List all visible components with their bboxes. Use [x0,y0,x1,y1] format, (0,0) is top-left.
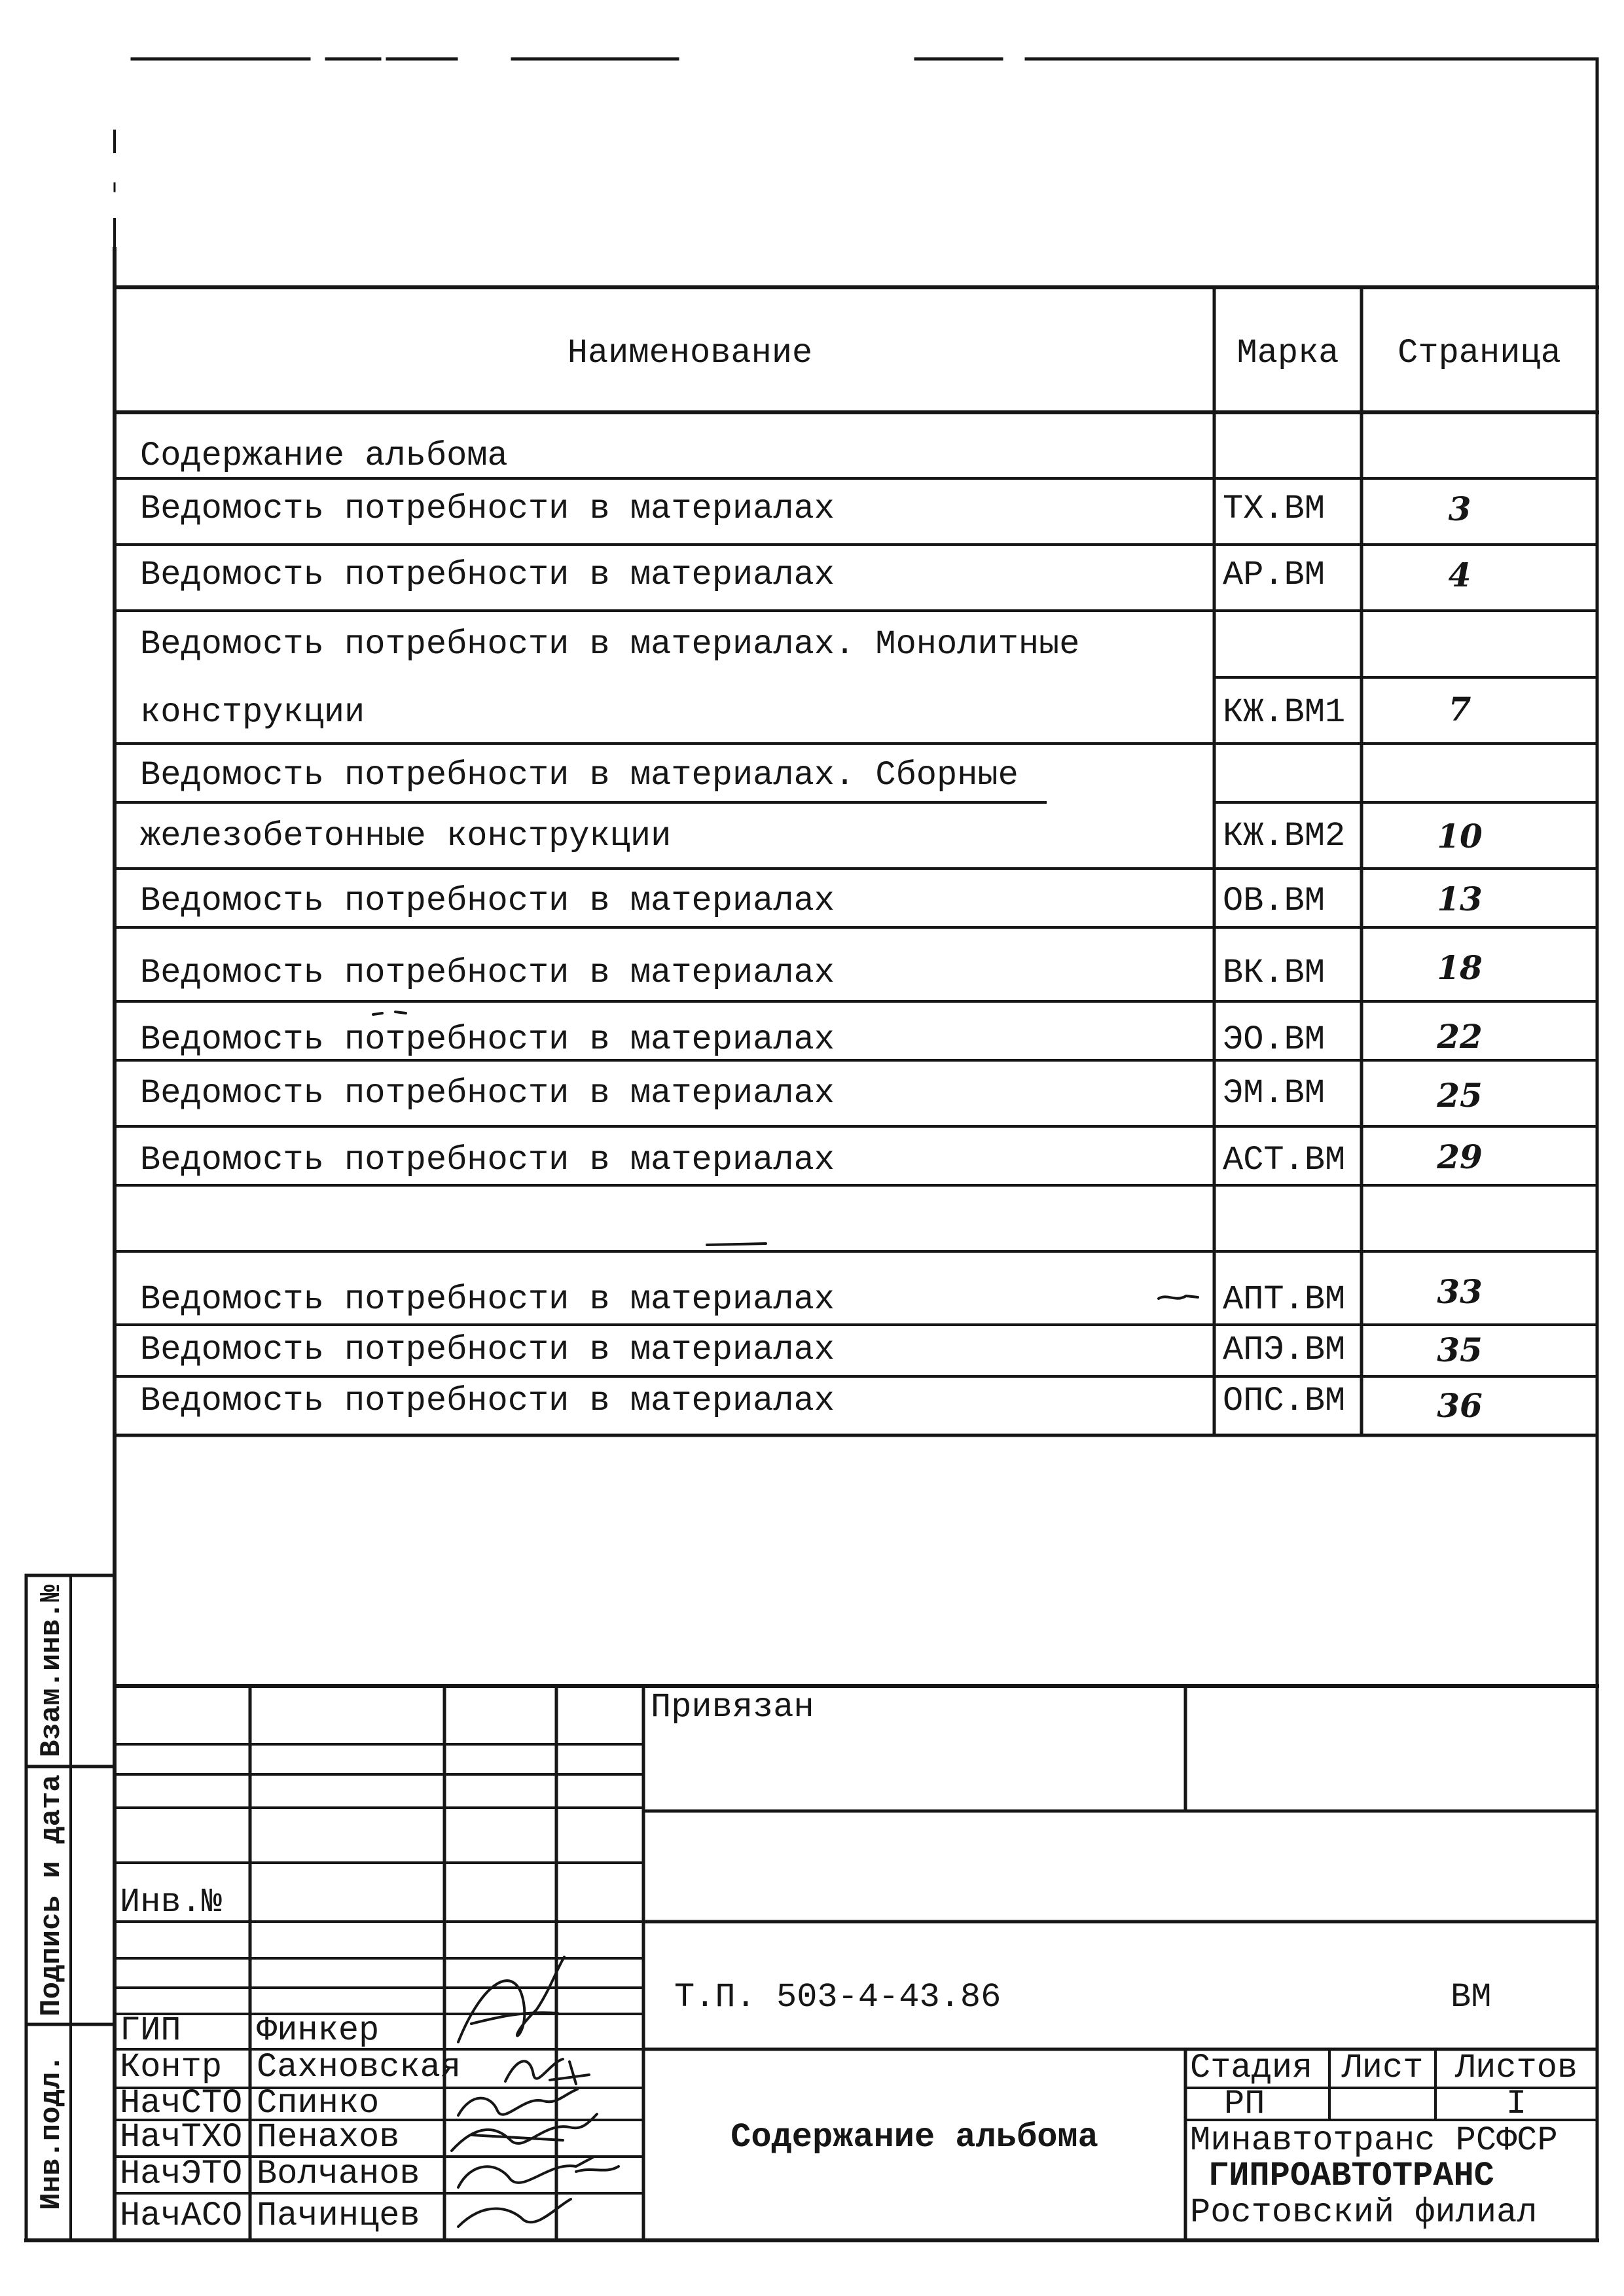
row-0-name: Содержание альбома [140,437,508,475]
organization-ministry: Минавтотранс РСФСР [1190,2121,1558,2160]
pen-mark-arrow [1159,1296,1198,1299]
stage-label: Стадия [1190,2049,1313,2087]
row-3-name: Ведомость потребности в материалах. Монолитные [140,625,1080,664]
row-10-page: 33 [1437,1272,1483,1311]
row-7-page: 22 [1437,1017,1483,1056]
row-5-name: Ведомость потребности в материалах [140,882,835,920]
signatory-name: Пачинцев [257,2197,420,2235]
signatory-name: Волчанов [257,2155,420,2193]
row-11-mark: АПЭ.ВМ [1223,1331,1346,1369]
row-10-name: Ведомость потребности в материалах [140,1280,835,1319]
row-2-name: Ведомость потребности в материалах [140,556,835,594]
row-6-page: 18 [1437,948,1483,987]
signatory-name: Сахновская [257,2048,461,2087]
signatory-role: НачТХО [120,2118,243,2157]
signature-gip [458,1957,564,2042]
row-4-name: Ведомость потребности в материалах. Сборные [140,756,1019,795]
row-11-page: 35 [1437,1331,1483,1369]
column-header-page: Страница [1398,334,1561,372]
row-5-mark: ОВ.ВМ [1223,882,1326,920]
signatures [452,1957,619,2227]
row-4-page: 10 [1437,817,1483,855]
side-label-original-inv: Инв.подл. [35,2054,68,2210]
row-3-page: 7 [1448,690,1471,728]
column-header-mark: Марка [1236,334,1339,372]
linked-label: Привязан [651,1688,814,1727]
signatory-role: НачАСО [120,2197,243,2235]
sheet-title: Содержание альбома [731,2118,1098,2157]
signatory-name: Финкер [257,2011,380,2050]
row-12-mark: ОПС.ВМ [1223,1382,1346,1420]
document-mark: ВМ [1451,1978,1492,2017]
row-11-name: Ведомость потребности в материалах [140,1331,835,1369]
row-10-mark: АПТ.ВМ [1223,1280,1346,1319]
row-2-page: 4 [1448,556,1471,594]
row-12-page: 36 [1437,1386,1483,1425]
row-9-page: 29 [1437,1138,1483,1176]
signature-nach-sto [458,2089,577,2115]
row-8-mark: ЭМ.ВМ [1223,1074,1326,1113]
signatory-role: НачЭТО [120,2155,243,2193]
row-9-mark: АСТ.ВМ [1223,1141,1346,1179]
row-12-name: Ведомость потребности в материалах [140,1382,835,1420]
row-8-name: Ведомость потребности в материалах [140,1074,835,1113]
signatory-role: НачСТО [120,2084,243,2123]
side-strip [35,1584,68,2210]
row-6-name: Ведомость потребности в материалах [140,954,835,992]
row-5-page: 13 [1437,880,1483,918]
row-3-mark: КЖ.ВМ1 [1223,693,1346,732]
inventory-number-label: Инв.№ [120,1883,223,1922]
row-8-page: 25 [1437,1076,1483,1115]
row-1-mark: ТХ.ВМ [1223,490,1326,528]
pen-mark-dash [707,1244,766,1245]
row-4-mark: КЖ.ВМ2 [1223,817,1346,855]
sheets-value: I [1506,2085,1527,2123]
row-2-mark: АР.ВМ [1223,556,1326,594]
row-1-page: 3 [1448,490,1471,528]
organization-branch: Ростовский филиал [1190,2193,1538,2232]
row-7-mark: ЭО.ВМ [1223,1020,1326,1059]
signature-kontr [505,2059,589,2084]
pen-mark-dots [373,1012,406,1014]
row-4-name-continued: железобетонные конструкции [140,817,672,855]
organization-institute: ГИПРОАВТОТРАНС [1208,2157,1494,2195]
side-label-signature-date: Подпись и дата [35,1774,68,2017]
sheet-label: Лист [1341,2049,1424,2087]
project-code: Т.П. 503-4-43.86 [674,1978,1001,2017]
signatory-role: Контр [120,2048,223,2087]
signature-nach-aso [458,2199,571,2227]
signature-nach-eto [458,2157,619,2187]
row-1-name: Ведомость потребности в материалах [140,490,835,528]
column-header-name: Наименование [567,334,813,372]
row-6-mark: ВК.ВМ [1223,954,1326,992]
signatory-name: Пенахов [257,2118,400,2157]
side-label-replaced-inv: Взам.инв.№ [35,1584,68,1758]
sheets-label: Листов [1454,2049,1578,2087]
row-7-name: Ведомость потребности в материалах [140,1020,835,1059]
row-3-name-continued: конструкции [140,693,365,732]
stage-value: РП [1224,2085,1265,2123]
signatory-role: ГИП [120,2011,181,2050]
signatory-name: Спинко [257,2084,380,2123]
row-9-name: Ведомость потребности в материалах [140,1141,835,1179]
